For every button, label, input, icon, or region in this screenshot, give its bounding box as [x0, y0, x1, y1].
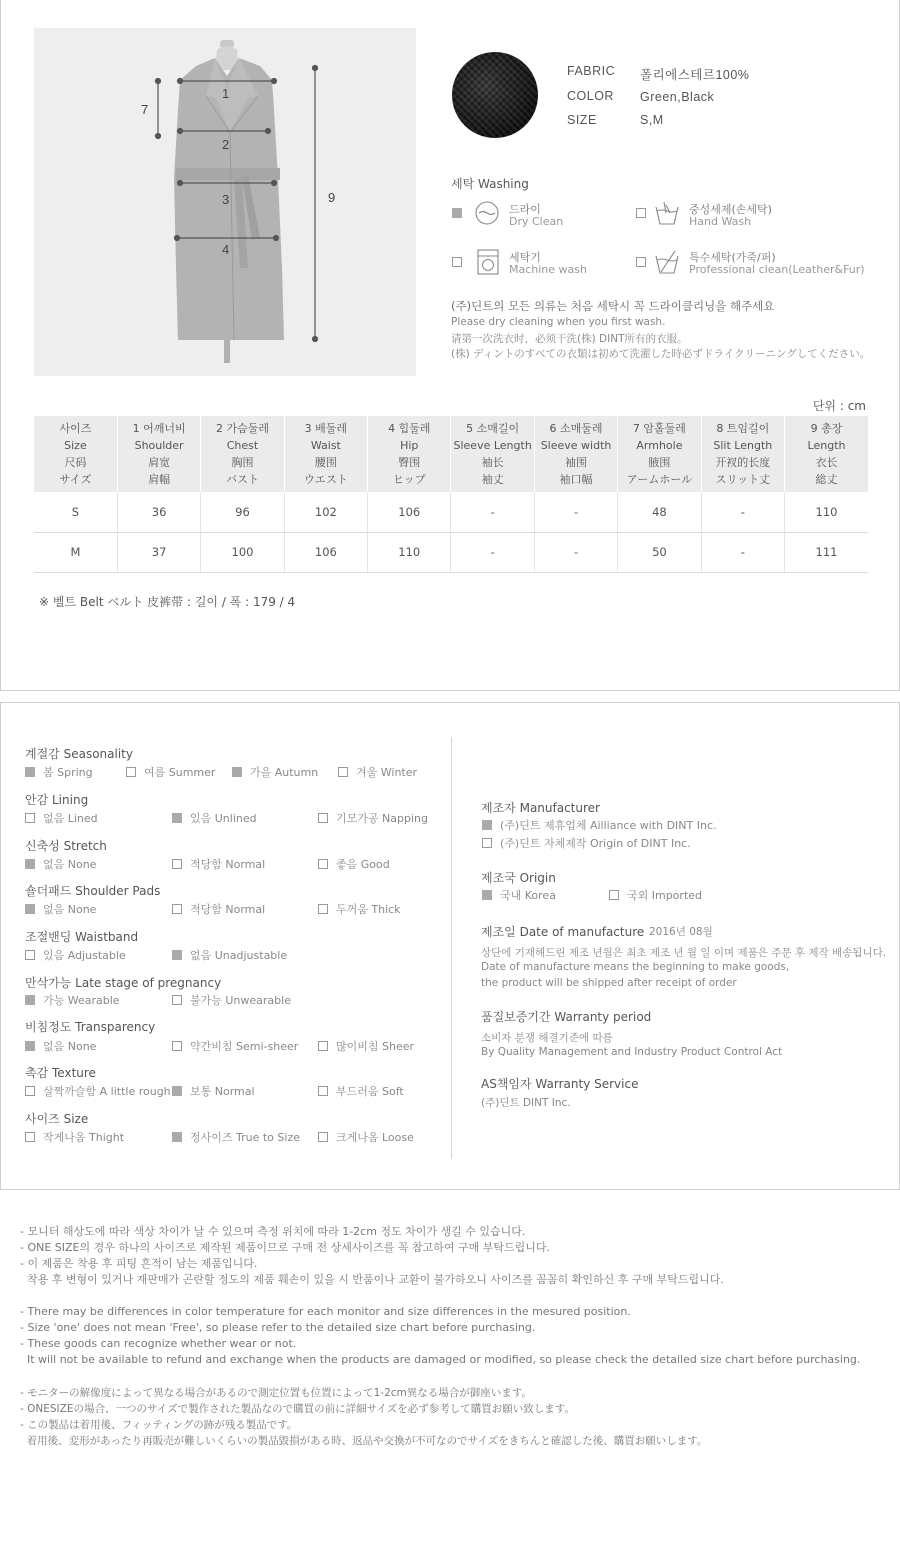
option-label: 없음 None [43, 903, 97, 916]
size-table-header: 5 소매길이 Sleeve Length 袖长 袖丈 [451, 416, 534, 492]
seasonality-option[interactable] [232, 764, 318, 780]
size-table-header: 3 배둘레 Waist 腰围 ウエスト [284, 416, 367, 492]
option-label: 살짝까슬함 A little rough [43, 1085, 171, 1098]
fabric-value: 폴리에스테르100% [640, 68, 750, 82]
table-cell: 106 [284, 532, 367, 572]
option-label: 가을 Autumn [250, 766, 319, 779]
checkbox[interactable] [318, 1132, 328, 1142]
notice-ja-line: - この製品は着用後、フィッティングの跡が残る製品です。 [20, 1419, 298, 1431]
checkbox[interactable] [318, 1086, 328, 1096]
washing-note-ko: (주)딘트의 모든 의류는 처음 세탁시 꼭 드라이클리닝을 해주세요 [451, 299, 775, 313]
option-label: 약간비침 Semi-sheer [190, 1040, 299, 1053]
manufacture-date-title: 제조일 Date of manufacture [481, 925, 645, 939]
warranty-title: 품질보증기간 Warranty period [481, 1010, 652, 1024]
checkbox[interactable] [318, 1041, 328, 1051]
professional-clean-label-en: Professional clean(Leather&Fur) [689, 263, 865, 276]
option-label: 있음 Adjustable [43, 949, 126, 962]
checkbox[interactable] [318, 859, 328, 869]
lining-option[interactable] [172, 810, 257, 826]
dry-clean-label-en: Dry Clean [509, 215, 564, 228]
table-cell: - [701, 532, 784, 572]
checkbox[interactable] [338, 767, 348, 777]
washing-note-zh: 请第一次洗衣时，必须干洗(株) DINT所有的衣服。 [451, 333, 688, 345]
belt-note: ※ 벨트 Belt ベルト 皮裤带 : 길이 / 폭 : 179 / 4 [39, 595, 296, 609]
option-label: 적당함 Normal [190, 858, 266, 871]
size-table-header: 1 어깨너비 Shoulder 肩宽 肩幅 [117, 416, 200, 492]
option-label: 국외 Imported [627, 889, 703, 902]
seasonality-option[interactable] [25, 764, 93, 780]
checkbox[interactable] [172, 1041, 182, 1051]
size-table-header: 9 총장 Length 衣长 総丈 [785, 416, 868, 492]
checkbox[interactable] [172, 813, 182, 823]
option-label: 불가능 Unwearable [190, 994, 291, 1007]
seasonality-option[interactable] [338, 764, 417, 780]
table-cell: S [34, 492, 117, 532]
texture-option[interactable] [318, 1083, 404, 1099]
professional-clean-checkbox[interactable] [636, 257, 646, 267]
warranty-note: 소비자 분쟁 해결기준에 따름 [481, 1032, 613, 1044]
manufacture-date-note: the product will be shipped after receipt of order [481, 977, 737, 989]
notice-ja-line: - モニターの解像度によって異なる場合があるので測定位置も位置によって1-2cm異なる場合が御座います。 [20, 1387, 532, 1399]
checkbox[interactable] [172, 1132, 182, 1142]
option-label: 많이비침 Sheer [336, 1040, 415, 1053]
seasonality-title: 계절감 Seasonality [25, 747, 133, 761]
option-label: 적당함 Normal [190, 903, 266, 916]
professional-clean-icon [653, 248, 681, 276]
service-title: AS책임자 Warranty Service [481, 1077, 639, 1091]
notice-ko-line: - 모니터 해상도에 따라 색상 차이가 날 수 있으며 측정 위치에 따라 1-2cm 정도 차이가 생길 수 있습니다. [20, 1225, 526, 1238]
option-label: 있음 Unlined [190, 812, 257, 825]
checkbox[interactable] [25, 813, 35, 823]
option-label: 기모가공 Napping [336, 812, 428, 825]
checkbox[interactable] [172, 950, 182, 960]
option-label: 정사이즈 True to Size [190, 1131, 300, 1144]
garment-measurement-diagram [34, 28, 416, 376]
fabric-swatch-image [452, 52, 538, 138]
table-cell: 48 [618, 492, 701, 532]
manufacturer-option[interactable] [482, 817, 717, 833]
transparency-option[interactable] [25, 1038, 96, 1054]
table-cell: 110 [785, 492, 868, 532]
checkbox[interactable] [25, 859, 35, 869]
option-label: 보통 Normal [190, 1085, 255, 1098]
option-label: 두꺼움 Thick [336, 903, 401, 916]
machine-wash-checkbox[interactable] [452, 257, 462, 267]
size-table-header: 2 가슴둘레 Chest 胸围 バスト [201, 416, 284, 492]
measurement-number-4: 4 [222, 242, 230, 257]
measurement-number-9: 9 [328, 190, 336, 205]
checkbox[interactable] [482, 890, 492, 900]
checkbox[interactable] [609, 890, 619, 900]
checkbox[interactable] [25, 1086, 35, 1096]
shoulder-pads-option[interactable] [318, 901, 401, 917]
table-cell: M [34, 532, 117, 572]
origin-option[interactable] [609, 887, 702, 903]
checkbox[interactable] [232, 767, 242, 777]
option-label: 봄 Spring [43, 766, 93, 779]
size-fit-title: 사이즈 Size [25, 1112, 89, 1126]
table-cell: - [701, 492, 784, 532]
checkbox[interactable] [172, 1086, 182, 1096]
hand-wash-checkbox[interactable] [636, 208, 646, 218]
size-table-header: 사이즈 Size 尺码 サイズ [34, 416, 117, 492]
checkbox[interactable] [482, 838, 492, 848]
manufacture-date-note: Date of manufacture means the beginning to make goods, [481, 961, 790, 973]
seasonality-option[interactable] [126, 764, 215, 780]
dry-clean-checkbox[interactable] [452, 208, 462, 218]
table-cell: - [451, 492, 534, 532]
table-cell: 50 [618, 532, 701, 572]
table-cell: - [534, 532, 617, 572]
option-label: 가능 Wearable [43, 994, 120, 1007]
texture-title: 촉감 Texture [25, 1066, 96, 1080]
origin-title: 제조국 Origin [481, 871, 556, 885]
fabric-label: FABRIC [567, 64, 616, 78]
option-label: 크게나옴 Loose [336, 1131, 414, 1144]
size-table-header: 8 트임길이 Slit Length 开衩的长度 スリット丈 [701, 416, 784, 492]
checkbox[interactable] [126, 767, 136, 777]
product-info-section [0, 0, 900, 691]
shoulder-pads-option[interactable] [25, 901, 96, 917]
checkbox[interactable] [172, 995, 182, 1005]
measurement-number-3: 3 [222, 192, 230, 207]
waistband-option[interactable] [25, 947, 126, 963]
professional-clean-label-ko: 특수세탁(가죽/퍼) [689, 251, 776, 264]
measurement-number-7: 7 [141, 102, 149, 117]
size-table-header: 6 소매둘레 Sleeve width 袖围 袖口幅 [534, 416, 617, 492]
checkbox[interactable] [25, 1132, 35, 1142]
color-label: COLOR [567, 89, 614, 103]
machine-wash-icon [475, 247, 501, 277]
table-cell: 96 [201, 492, 284, 532]
texture-option[interactable] [25, 1083, 171, 1099]
table-cell: 106 [368, 492, 451, 532]
product-attributes-section [0, 702, 900, 1190]
notice-ja-line: - ONESIZEの場合、一つのサイズで製作された製品なので購買の前に詳細サイズを必ず参考して購買お願い致します。 [20, 1403, 575, 1415]
lining-title: 안감 Lining [25, 793, 89, 807]
notice-en-line: - Size 'one' does not mean 'Free', so please refer to the detailed size chart before purchasing. [20, 1321, 536, 1334]
shoulder-pads-title: 숄더패드 Shoulder Pads [25, 884, 161, 898]
texture-option[interactable] [172, 1083, 255, 1099]
pregnancy-option[interactable] [172, 992, 291, 1008]
stretch-option[interactable] [25, 856, 96, 872]
transparency-title: 비침정도 Transparency [25, 1020, 156, 1034]
size-table-header: 4 힙둘레 Hip 臀围 ヒップ [368, 416, 451, 492]
size-value: S,M [640, 113, 664, 127]
table-cell: - [534, 492, 617, 532]
color-value: Green,Black [640, 90, 715, 104]
option-label: (주)딘트 제휴업체 Ailliance with DINT Inc. [500, 819, 717, 832]
column-divider [451, 737, 452, 1159]
option-label: 없음 Unadjustable [190, 949, 288, 962]
option-label: 여름 Summer [144, 766, 216, 779]
washing-note-ja: (株) ディントのすべての衣類は初めて洗濯した時必ずドライクリーニングしてください。 [451, 348, 871, 360]
measurement-number-1: 1 [222, 86, 230, 101]
table-cell: 110 [368, 532, 451, 572]
option-label: 작게나옴 Thight [43, 1131, 125, 1144]
lining-option[interactable] [25, 810, 98, 826]
transparency-option[interactable] [172, 1038, 298, 1054]
option-label: 없음 Lined [43, 812, 98, 825]
option-label: (주)딘트 자체제작 Origin of DINT Inc. [500, 837, 691, 850]
notice-ko-line: - 이 제품은 착용 후 피팅 흔적이 남는 제품입니다. [20, 1257, 258, 1270]
option-label: 없음 None [43, 858, 97, 871]
checkbox[interactable] [25, 767, 35, 777]
manufacturer-title: 제조자 Manufacturer [481, 801, 600, 815]
waistband-option[interactable] [172, 947, 287, 963]
checkbox[interactable] [172, 859, 182, 869]
manufacturer-option[interactable] [482, 835, 691, 851]
origin-option[interactable] [482, 887, 556, 903]
pregnancy-option[interactable] [25, 992, 120, 1008]
transparency-option[interactable] [318, 1038, 414, 1054]
notice-en-line: - There may be differences in color temperature for each monitor and size differences in the mesured position. [20, 1305, 631, 1318]
table-cell: 102 [284, 492, 367, 532]
option-label: 겨울 Winter [356, 766, 418, 779]
machine-wash-label-en: Machine wash [509, 263, 587, 276]
warranty-note: By Quality Management and Industry Product Control Act [481, 1046, 783, 1058]
checkbox[interactable] [318, 904, 328, 914]
hand-wash-icon [653, 199, 681, 227]
measurement-number-2: 2 [222, 137, 230, 152]
machine-wash-label-ko: 세탁기 [509, 251, 541, 264]
notice-ko-line: - ONE SIZE의 경우 하나의 사이즈로 제작된 제품이므로 구매 전 상세사이즈를 꼭 참고하여 구매 부탁드립니다. [20, 1241, 551, 1254]
lining-option[interactable] [318, 810, 428, 826]
checkbox[interactable] [172, 904, 182, 914]
table-cell: 37 [117, 532, 200, 572]
table-cell: 36 [117, 492, 200, 532]
option-label: 좋음 Good [336, 858, 390, 871]
notice-en-line: It will not be available to refund and exchange when the products are damaged or modified, so please check the detailed size chart before purchasing. [20, 1353, 861, 1366]
manufacture-date-value: 2016년 08월 [649, 926, 713, 938]
checkbox[interactable] [25, 995, 35, 1005]
option-label: 부드러움 Soft [336, 1085, 404, 1098]
service-value: (주)딘트 DINT Inc. [481, 1097, 571, 1109]
unit-label: 단위 : cm [812, 399, 866, 413]
stretch-option[interactable] [172, 856, 265, 872]
table-row [34, 492, 868, 532]
table-cell: 100 [201, 532, 284, 572]
size-table [34, 416, 868, 573]
notice-en-line: - These goods can recognize whether wear or not. [20, 1337, 297, 1350]
waistband-title: 조절밴딩 Waistband [25, 930, 139, 944]
checkbox[interactable] [25, 904, 35, 914]
size-fit-option[interactable] [172, 1129, 300, 1145]
table-cell: 111 [785, 532, 868, 572]
checkbox[interactable] [25, 1041, 35, 1051]
notice-ko-line: 착용 후 변형이 있거나 재판매가 곤란할 정도의 제품 훼손이 있을 시 반품이나 교환이 불가하오니 사이즈를 꼼꼼히 확인하신 후 구매 부탁드립니다. [20, 1273, 724, 1286]
size-label: SIZE [567, 113, 597, 127]
size-fit-option[interactable] [25, 1129, 124, 1145]
table-row [34, 532, 868, 572]
table-cell: - [451, 532, 534, 572]
option-label: 국내 Korea [500, 889, 556, 902]
washing-title: 세탁 Washing [451, 177, 529, 191]
stretch-option[interactable] [318, 856, 390, 872]
size-table-header: 7 암홀둘레 Armhole 腋围 アームホール [618, 416, 701, 492]
pregnancy-title: 만삭가능 Late stage of pregnancy [25, 976, 222, 990]
size-fit-option[interactable] [318, 1129, 414, 1145]
washing-note-en: Please dry cleaning when you first wash. [451, 316, 666, 328]
checkbox[interactable] [25, 950, 35, 960]
shoulder-pads-option[interactable] [172, 901, 265, 917]
checkbox[interactable] [482, 820, 492, 830]
dry-clean-icon [473, 200, 501, 226]
notice-ja-line: 着用後、変形があったり再販売が難しいくらいの製品毀損がある時、返品や交換が不可なのでサイズをきちんと確認した後、購買お願いします。 [20, 1435, 708, 1447]
option-label: 없음 None [43, 1040, 97, 1053]
hand-wash-label-ko: 중성세제(손세탁) [689, 203, 772, 216]
stretch-title: 신축성 Stretch [25, 839, 107, 853]
hand-wash-label-en: Hand Wash [689, 215, 752, 228]
size-table-header-row [34, 416, 868, 492]
checkbox[interactable] [318, 813, 328, 823]
dry-clean-label-ko: 드라이 [509, 203, 541, 216]
manufacture-date-note: 상단에 기재해드린 제조 년월은 최초 제조 년 월 일 이며 제품은 주문 후 제작 배송됩니다. [481, 947, 887, 959]
